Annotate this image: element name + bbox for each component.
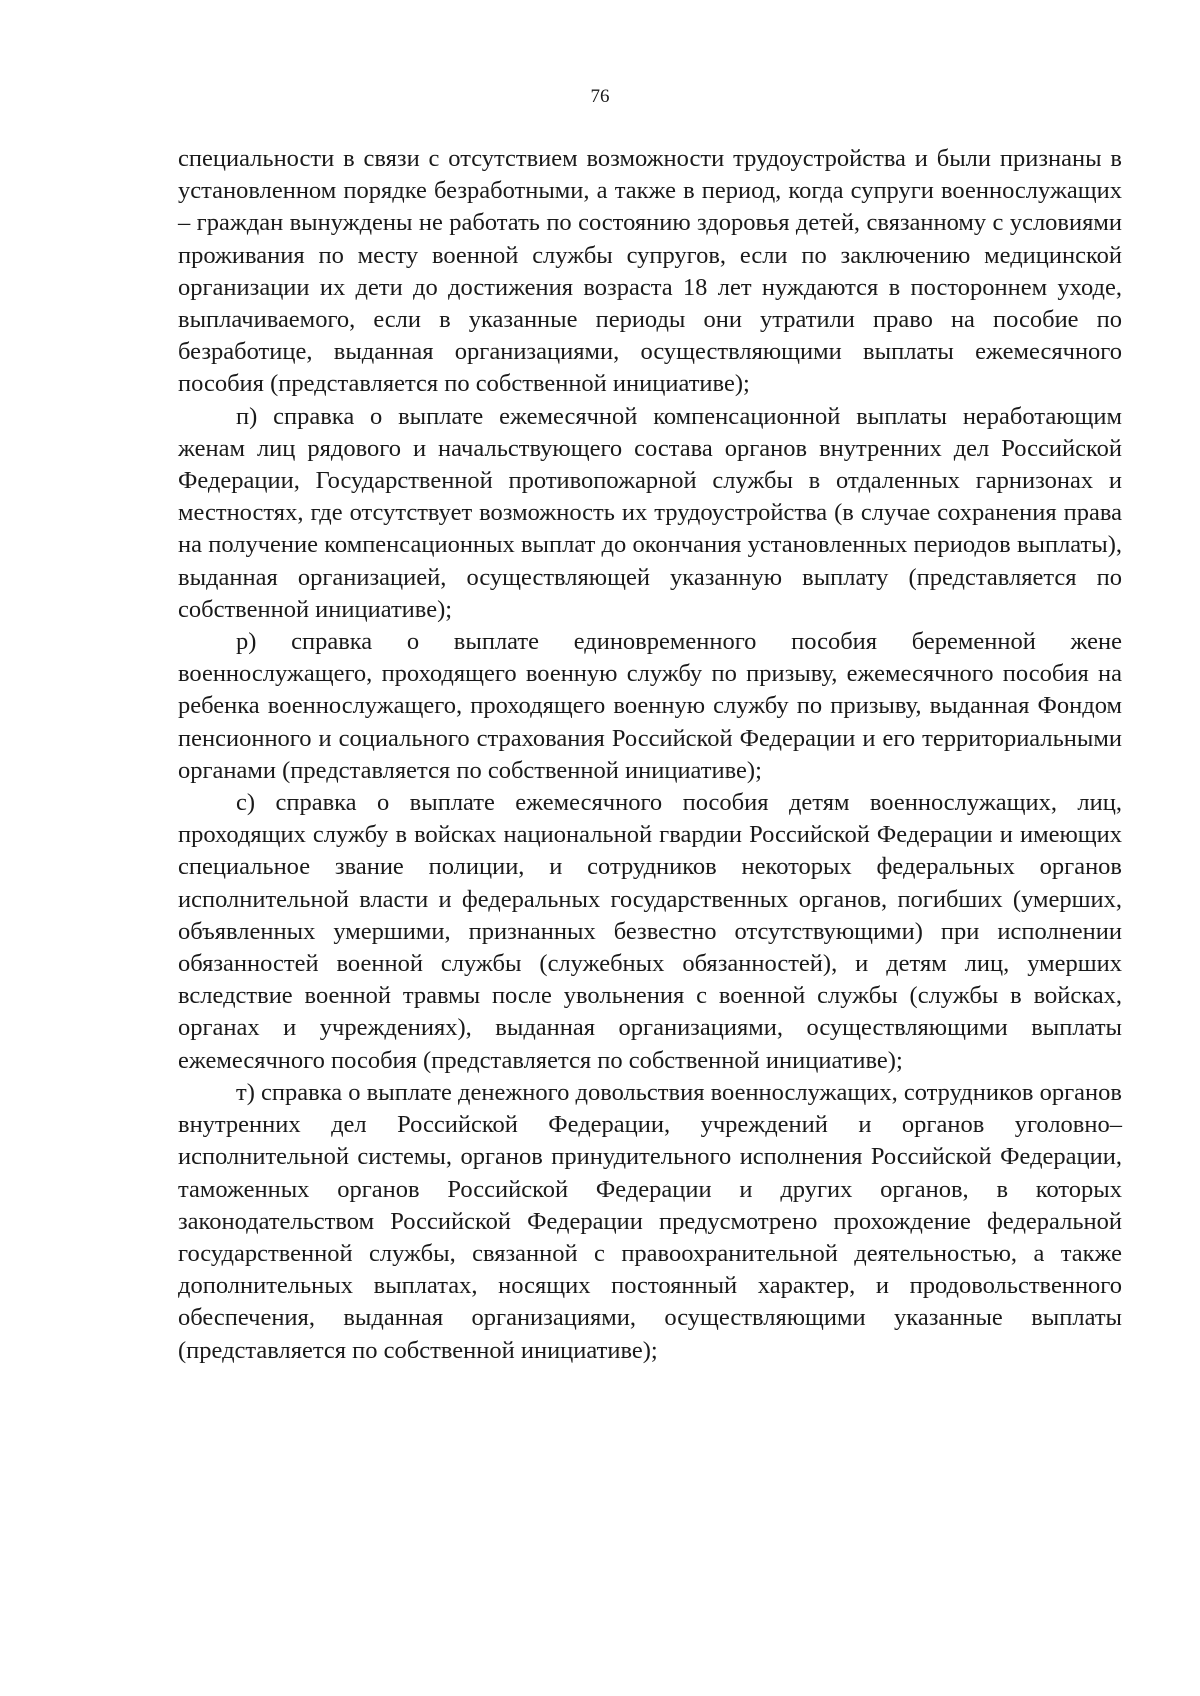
paragraph-item-s: с) справка о выплате ежемесячного пособия детям военнослужащих, лиц, проходящих службу в войсках национальной гвардии Российской Федерации и имеющих специальное звание полиции, и сотрудников некоторых федеральных органов исполнительной власти и федеральных государственных органов, погибших (умерших, объявленных умершими, признанных безвестно отсутствующими) при исполнении обязанностей военной службы (служебных обязанностей), и детям лиц, умерших вследствие военной травмы после увольнения с военной службы (службы в войсках, органах и учреждениях), выданная организациями, осуществляющими выплаты ежемесячного пособия (представляется по собственной инициативе); bbox=[178, 789, 1122, 1074]
paragraph-item-t: т) справка о выплате денежного довольствия военнослужащих, сотрудников органов внутренних дел Российской Федерации, учреждений и органов уголовно–исполнительной системы, органов принудительного исполнения Российской Федерации, таможенных органов Российской Федерации и других органов, в которых законодательством Российской Федерации предусмотрено прохождение федеральной государственной службы, связанной с правоохранительной деятельностью, а также дополнительных выплатах, носящих постоянный характер, и продовольственного обеспечения, выданная организациями, осуществляющими указанные выплаты (представляется по собственной инициативе); bbox=[178, 1078, 1122, 1364]
paragraph-item-r: р) справка о выплате единовременного пособия беременной жене военнослужащего, проходящего военную службу по призыву, ежемесячного пособия на ребенка военнослужащего, проходящего военную службу по призыву, выданная Фондом пенсионного и социального страхования Российской Федерации и его территориальными органами (представляется по собственной инициативе); bbox=[178, 628, 1122, 784]
document-body bbox=[178, 143, 1122, 1367]
paragraph-item-p: п) справка о выплате ежемесячной компенсационной выплаты неработающим женам лиц рядового и начальствующего состава органов внутренних дел Российской Федерации, Государственной противопожарной службы в отдаленных гарнизонах и местностях, где отсутствует возможность их трудоустройства (в случае сохранения права на получение компенсационных выплат до окончания установленных периодов выплаты), выданная организацией, осуществляющей указанную выплату (представляется по собственной инициативе); bbox=[178, 402, 1122, 623]
page-number: 76 bbox=[590, 86, 610, 107]
paragraph-continuation: специальности в связи с отсутствием возможности трудоустройства и были признаны в установленном порядке безработными, а также в период, когда супруги военнослужащих – граждан вынуждены не работать по состоянию здоровья детей, связанному с условиями проживания по месту военной службы супругов, если по заключению медицинской организации их дети до достижения возраста 18 лет нуждаются в постороннем уходе, выплачиваемого, если в указанные периоды они утратили право на пособие по безработице, выданная организациями, осуществляющими выплаты ежемесячного пособия (представляется по собственной инициативе); bbox=[178, 145, 1122, 398]
